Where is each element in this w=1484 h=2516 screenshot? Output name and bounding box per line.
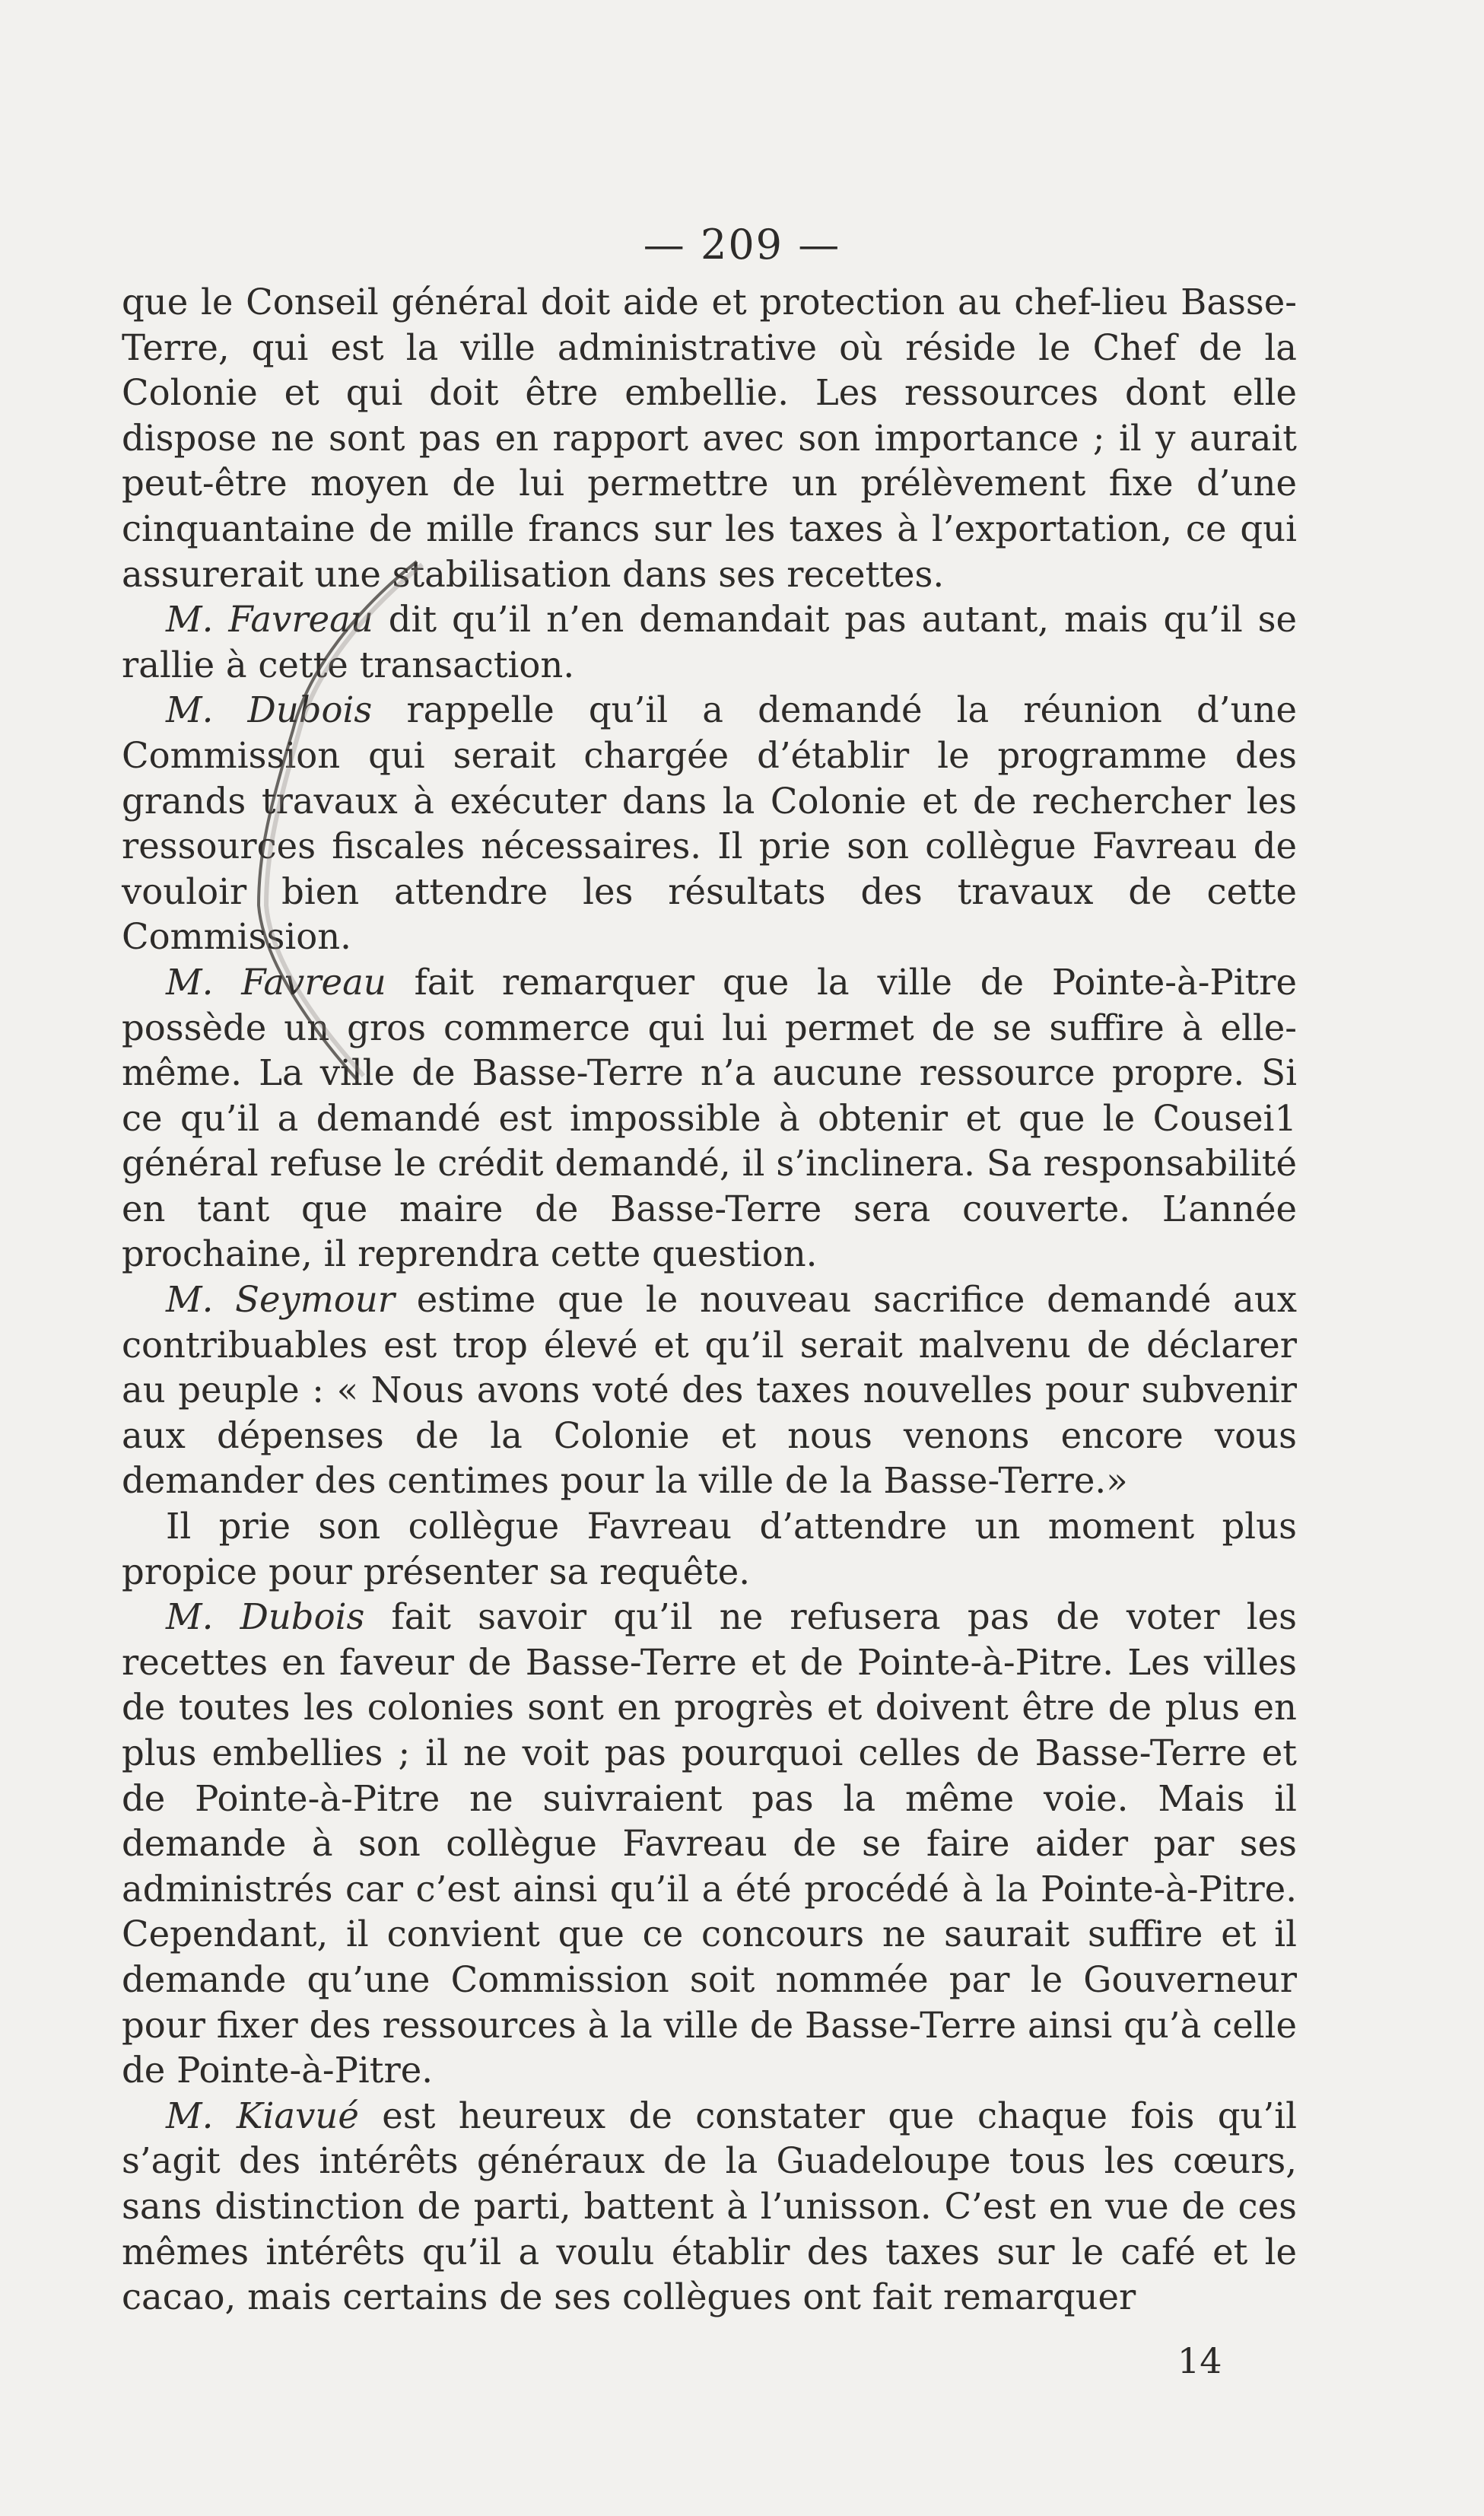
paragraph-text: fait savoir qu’il ne refusera pas de voter les recettes en faveur de Basse-Terre et de Pointe-à-Pitre. Les villes de toutes les colonies sont en progrès et doivent être de plus en plus embellies ; il ne voit pas pourquoi celles de Basse-Terre et de Pointe-à-Pitre ne suivraient pas la même voie. Mais il demande à son collègue Favreau de se faire aider par ses administrés car c’est ainsi qu’il a été procédé à la Pointe-à-Pitre. Cependant, il convient que ce concours ne saurait suffire et il demande qu’une Commission soit nommée par le Gouverneur pour fixer des ressources à la ville de Basse-Terre ainsi qu’à celle de Pointe-à-Pitre. bbox=[122, 1596, 1297, 2091]
speaker-name: M. Favreau bbox=[166, 961, 386, 1003]
paragraph-text: est heureux de constater que chaque fois qu’il s’agit des intérêts généraux de la Guadeloupe tous les cœurs, sans distinction de parti, battent à l’unisson. C’est en vue de ces mêmes intérêts qu’il a voulu établir des taxes sur le café et le cacao, mais certains de ses collègues ont fait remarquer bbox=[122, 2095, 1297, 2318]
speaker-name: M. Kiavué bbox=[166, 2095, 359, 2136]
signature-mark: 14 bbox=[1177, 2340, 1222, 2381]
paragraph-text: fait remarquer que la ville de Pointe-à-Pitre possède un gros commerce qui lui permet de se suffire à elle-même. La ville de Basse-Terre n’a aucune ressource propre. Si ce qu’il a demandé est impossible à obtenir et que le Cousei1 général refuse le crédit demandé, il s’inclinera. Sa responsabilité en tant que maire de Basse-Terre sera couverte. L’année prochaine, il reprendra cette question. bbox=[122, 961, 1297, 1275]
body-text bbox=[122, 280, 1297, 2320]
paragraph bbox=[122, 960, 1297, 1277]
paragraph bbox=[122, 1595, 1297, 2094]
speaker-name: M. Favreau bbox=[166, 599, 373, 641]
paragraph-text: rappelle qu’il a demandé la réunion d’une Commission qui serait chargée d’établir le programme des grands travaux à exécuter dans la Colonie et de rechercher les ressources fiscales nécessaires. Il prie son collègue Favreau de vouloir bien attendre les résultats des travaux de cette Commission. bbox=[122, 689, 1298, 958]
page-number: — 209 — bbox=[643, 221, 841, 269]
paragraph bbox=[122, 280, 1297, 597]
speaker-name: M. Seymour bbox=[166, 1279, 396, 1321]
paragraph bbox=[122, 1504, 1297, 1595]
paragraph-text: que le Conseil général doit aide et protection au chef-lieu Basse-Terre, qui est la ville administrative où réside le Chef de la Colonie et qui doit être embellie. Les ressources dont elle dispose ne sont pas en rapport avec son importance ; il y aurait peut-être moyen de lui permettre un prélèvement fixe d’une cinquantaine de mille francs sur les taxes à l’exportation, ce qui assurerait une stabilisation dans ses recettes. bbox=[122, 281, 1297, 595]
paragraph-text: estime que le nouveau sacrifice demandé aux contribuables est trop élevé et qu’il serait malvenu de déclarer au peuple : « Nous avons voté des taxes nouvelles pour subvenir aux dépenses de la Colonie et nous venons encore vous demander des centimes pour la ville de la Basse-Terre.» bbox=[122, 1279, 1297, 1502]
speaker-name: M. Dubois bbox=[166, 1596, 365, 1638]
speaker-name: M. Dubois bbox=[166, 689, 373, 731]
paragraph bbox=[122, 597, 1297, 688]
paragraph bbox=[122, 2094, 1297, 2320]
paragraph-text: Il prie son collègue Favreau d’attendre un moment plus propice pour présenter sa requête. bbox=[122, 1506, 1297, 1592]
paragraph-text: dit qu’il n’en demandait pas autant, mais qu’il se rallie à cette transaction. bbox=[122, 599, 1297, 685]
paragraph bbox=[122, 688, 1297, 960]
paragraph bbox=[122, 1277, 1297, 1504]
